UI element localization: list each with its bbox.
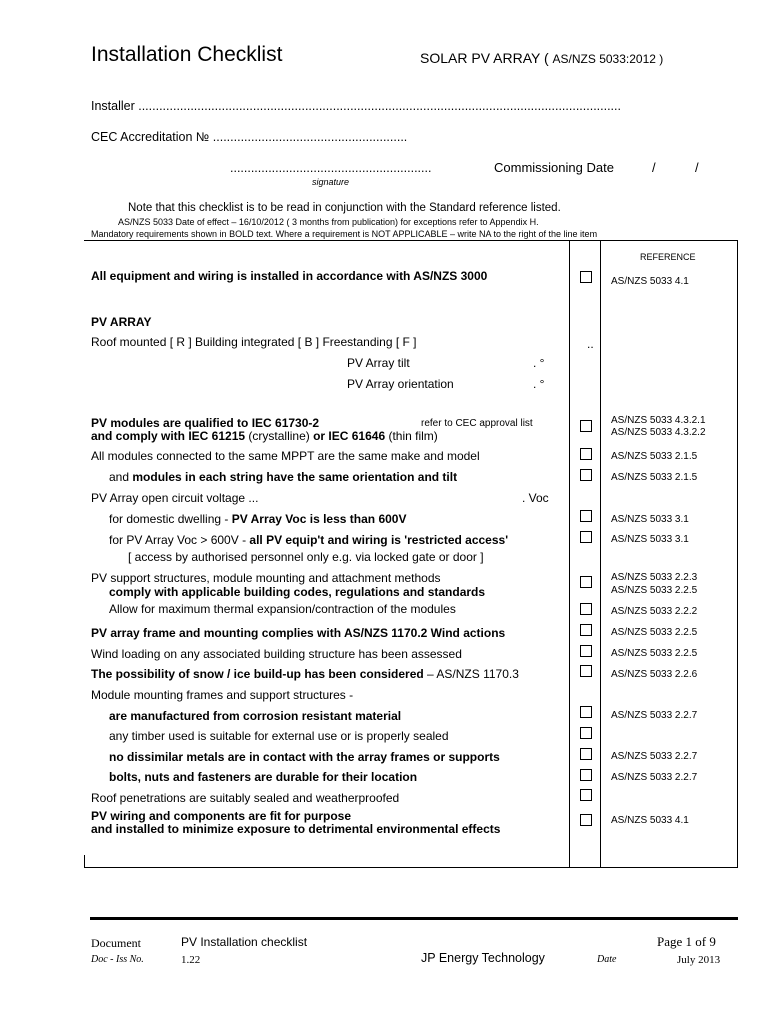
item-text-bold: PV Array Voc is less than 600V [231,512,407,526]
note-line: Note that this checklist is to be read in conjunction with the Standard reference listed. [128,202,561,214]
array-orientation-unit[interactable]: . ° [533,377,545,391]
checklist-item [91,667,519,681]
signature-line[interactable]: .......................................................... [230,161,432,175]
date-label: Date [597,954,617,965]
checklist-item [109,533,508,547]
reference: AS/NZS 5033 3.1 [611,514,689,525]
checkbox[interactable] [580,665,592,677]
checkbox[interactable] [580,645,592,657]
checklist-item: are manufactured from corrosion resistant material [109,709,402,723]
checkbox[interactable] [580,510,592,522]
item-text-bold: The possibility of snow / ice build-up has been considered [91,667,424,681]
commissioning-date-label: Commissioning Date [494,160,614,175]
table-divider [569,240,570,868]
checklist-item: bolts, nuts and fasteners are durable for their location [109,770,418,784]
reference: AS/NZS 5033 4.1 [611,815,689,826]
checkbox[interactable] [580,576,592,588]
checklist-item: comply with applicable building codes, regulations and standards [109,585,486,599]
company-name: JP Energy Technology [421,951,545,965]
date-slash: / [695,160,699,175]
checkbox[interactable] [580,789,592,801]
checkbox[interactable] [580,624,592,636]
checklist-subheading: Module mounting frames and support structures - [91,688,354,702]
access-note: [ access by authorised personnel only e.g. via locked gate or door ] [128,550,484,564]
note-line: Mandatory requirements shown in BOLD text. Where a requirement is NOT APPLICABLE – write NA to the right of the line item [91,229,598,239]
item-text-bold: all PV equip't and wiring is 'restricted access' [249,533,509,547]
installer-field[interactable]: Installer ........................................................................................................................................... [91,99,621,113]
checklist-item [109,512,406,526]
checkbox[interactable] [580,706,592,718]
page-title: Installation Checklist [91,43,283,66]
checklist-item: PV modules are qualified to IEC 61730-2 [91,416,320,430]
doc-issue-label: Doc - Iss No. [91,954,144,965]
item-text: for domestic dwelling - [109,512,232,526]
checkbox[interactable] [580,769,592,781]
checklist-item: any timber used is suitable for external use or is properly sealed [109,729,449,743]
approval-note: refer to CEC approval list [421,418,533,429]
reference: AS/NZS 5033 4.3.2.1 [611,415,706,426]
page-number: Page 1 of 9 [657,934,716,949]
checklist-item [91,429,438,443]
item-text: and [109,470,133,484]
array-tilt-unit[interactable]: . ° [533,356,545,370]
checkbox[interactable] [580,448,592,460]
subtitle-main: SOLAR PV ARRAY ( [420,50,553,66]
checkbox[interactable] [580,469,592,481]
item-text: (thin film) [385,429,438,443]
checklist-item: PV wiring and components are fit for purpose [91,809,352,823]
reference: AS/NZS 5033 2.2.5 [611,627,698,638]
reference: AS/NZS 5033 2.1.5 [611,451,698,462]
table-divider [600,240,601,868]
table-top-border [84,240,738,241]
mount-type-options: Roof mounted [ R ] Building integrated [ B ] Freestanding [ F ] [91,335,417,349]
item-text-bold: and comply with IEC 61215 [91,429,246,443]
reference: AS/NZS 5033 2.2.7 [611,710,698,721]
document-label: Document [91,936,141,950]
reference: AS/NZS 5033 2.2.2 [611,606,698,617]
reference: AS/NZS 5033 2.2.5 [611,585,698,596]
item-text: – AS/NZS 1170.3 [423,667,519,681]
mount-type-value[interactable]: .. [587,337,594,351]
page-subtitle [420,50,663,66]
reference: AS/NZS 5033 2.2.7 [611,751,698,762]
reference: AS/NZS 5033 2.2.3 [611,572,698,583]
array-orientation-label: PV Array orientation [347,377,454,391]
checkbox[interactable] [580,727,592,739]
reference: AS/NZS 5033 4.3.2.2 [611,427,706,438]
date-slash: / [652,160,656,175]
checkbox[interactable] [580,814,592,826]
table-border [737,240,738,868]
checkbox[interactable] [580,531,592,543]
checklist-item: All equipment and wiring is installed in accordance with AS/NZS 3000 [91,269,488,283]
item-text-bold: or IEC 61646 [313,429,386,443]
checkbox[interactable] [580,271,592,283]
section-heading: PV ARRAY [91,315,152,329]
checkbox[interactable] [580,748,592,760]
checklist-item [109,470,457,484]
checklist-item: and installed to minimize exposure to detrimental environmental effects [91,822,501,836]
reference-header: REFERENCE [640,252,696,262]
checklist-item: Roof penetrations are suitably sealed and weatherproofed [91,791,400,805]
checkbox[interactable] [580,603,592,615]
item-text: (crystalline) [245,429,314,443]
reference: AS/NZS 5033 2.2.6 [611,669,698,680]
note-line: AS/NZS 5033 Date of effect – 16/10/2012 ( 3 months from publication) for exceptions refer to Appendix H. [118,217,539,227]
voc-unit[interactable]: . Voc [522,491,549,505]
table-border [84,855,85,868]
voc-field-label: PV Array open circuit voltage ... [91,491,259,505]
reference: AS/NZS 5033 2.2.7 [611,772,698,783]
item-text: for PV Array Voc > 600V - [109,533,250,547]
array-tilt-label: PV Array tilt [347,356,410,370]
reference: AS/NZS 5033 3.1 [611,534,689,545]
checklist-item: All modules connected to the same MPPT are the same make and model [91,449,480,463]
checklist-item: Wind loading on any associated building structure has been assessed [91,647,462,661]
reference: AS/NZS 5033 4.1 [611,276,689,287]
cec-accreditation-field[interactable]: CEC Accreditation № ........................................................ [91,130,408,144]
checklist-item: PV support structures, module mounting and attachment methods [91,571,441,585]
checklist-item: no dissimilar metals are in contact with the array frames or supports [109,750,500,764]
doc-issue-number: 1.22 [181,954,201,966]
reference: AS/NZS 5033 2.2.5 [611,648,698,659]
reference: AS/NZS 5033 2.1.5 [611,472,698,483]
document-name: PV Installation checklist [181,935,308,949]
table-bottom-border [84,867,738,868]
date-value: July 2013 [677,954,721,966]
subtitle-standard: AS/NZS 5033:2012 ) [552,52,664,66]
checkbox[interactable] [580,420,592,432]
footer-rule [90,917,738,920]
item-text-bold: modules in each string have the same orientation and tilt [132,470,458,484]
checklist-item: Allow for maximum thermal expansion/contraction of the modules [109,602,456,616]
signature-label: signature [312,177,350,187]
checklist-item: PV array frame and mounting complies with AS/NZS 1170.2 Wind actions [91,626,506,640]
